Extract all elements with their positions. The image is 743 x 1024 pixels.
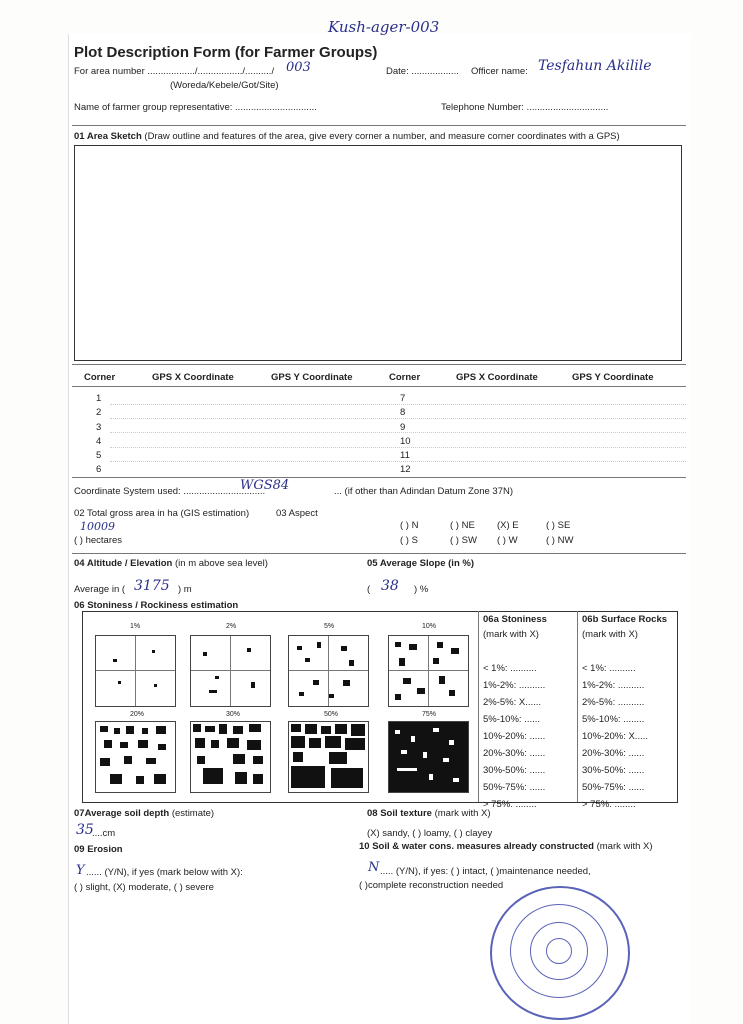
surface-rocks-option[interactable]: < 1%: .......... bbox=[582, 663, 636, 674]
column-divider bbox=[577, 611, 578, 802]
stoniness-diagram-1pct bbox=[95, 635, 176, 707]
stoniness-option[interactable]: 5%-10%: ...... bbox=[483, 714, 541, 725]
stoniness-option[interactable]: 20%-30%: ...... bbox=[483, 748, 546, 759]
altitude-unit: ) m bbox=[178, 584, 192, 595]
telephone-label: Telephone Number: ............................... bbox=[441, 102, 609, 113]
aspect-se[interactable]: ( ) SE bbox=[546, 520, 571, 531]
surface-rocks-option[interactable]: 50%-75%: ...... bbox=[582, 782, 645, 793]
official-stamp bbox=[490, 886, 630, 1020]
section-10-label: 10 Soil & water cons. measures already constructed bbox=[359, 841, 594, 852]
stoniness-option[interactable]: 2%-5%: X...... bbox=[483, 697, 542, 708]
conservation-yn-value: N bbox=[368, 860, 380, 875]
soil-depth-unit: ....cm bbox=[92, 828, 116, 839]
officer-label: Officer name: bbox=[471, 66, 528, 77]
stoniness-option[interactable]: 30%-50%: ...... bbox=[483, 765, 546, 776]
stone-label: 50% bbox=[324, 711, 339, 718]
stoniness-diagram-5pct bbox=[288, 635, 369, 707]
aspect-nw[interactable]: ( ) NW bbox=[546, 535, 574, 546]
stoniness-options bbox=[483, 660, 545, 813]
corner-number: 8 bbox=[400, 407, 406, 419]
conservation-yn-label: ..... (Y/N), if yes: ( ) intact, ( )maintenance needed, bbox=[380, 866, 591, 877]
officer-name-value: Tesfahun Akilile bbox=[538, 58, 652, 74]
section-09-label: 09 Erosion bbox=[74, 844, 123, 855]
stone-label: 20% bbox=[130, 711, 145, 718]
section-08-label: 08 Soil texture bbox=[367, 808, 432, 819]
stoniness-option[interactable]: 50%-75%: ...... bbox=[483, 782, 546, 793]
surface-rocks-option[interactable]: 20%-30%: ...... bbox=[582, 748, 645, 759]
area-number-sub: (Woreda/Kebele/Got/Site) bbox=[170, 80, 279, 91]
stoniness-diagram-30pct bbox=[190, 721, 271, 793]
stone-label: 30% bbox=[226, 711, 241, 718]
stone-label: 10% bbox=[422, 623, 437, 630]
slope-value: 38 bbox=[381, 578, 399, 594]
section-10-desc: (mark with X) bbox=[596, 841, 653, 852]
surface-rocks-option[interactable]: 30%-50%: ...... bbox=[582, 765, 645, 776]
section-08-desc: (mark with X) bbox=[434, 808, 491, 819]
corner-number: 2 bbox=[96, 407, 102, 419]
corner-number: 12 bbox=[400, 464, 411, 476]
section-05-label: 05 Average Slope (in %) bbox=[367, 558, 474, 569]
soil-depth-value: 35 bbox=[76, 822, 94, 838]
corner-number: 5 bbox=[96, 450, 102, 462]
header-gps-x-right: GPS X Coordinate bbox=[456, 372, 538, 383]
surface-rocks-option[interactable]: > 75%: ........ bbox=[582, 799, 636, 810]
aspect-n[interactable]: ( ) N bbox=[400, 520, 419, 531]
divider bbox=[72, 125, 686, 126]
section-01-heading bbox=[74, 131, 620, 142]
coordinate-system-value: WGS84 bbox=[240, 478, 290, 493]
corners-left-column bbox=[96, 392, 101, 478]
aspect-e[interactable]: (X) E bbox=[497, 520, 519, 531]
erosion-yn-value: Y bbox=[76, 863, 85, 878]
section-07-label: 07Average soil depth bbox=[74, 808, 170, 819]
hectares-label: ( ) hectares bbox=[74, 535, 123, 546]
form-title: Plot Description Form (for Farmer Groups) bbox=[74, 44, 378, 61]
stoniness-option[interactable]: > 75%: ........ bbox=[483, 799, 537, 810]
section-02-label: 02 Total gross area in ha (GIS estimation) bbox=[74, 508, 250, 519]
corner-number: 11 bbox=[400, 450, 410, 462]
surface-rocks-option[interactable]: 1%-2%: .......... bbox=[582, 680, 645, 691]
stoniness-title: 06a Stoniness bbox=[483, 614, 547, 625]
column-divider bbox=[478, 611, 479, 802]
aspect-ne[interactable]: ( ) NE bbox=[450, 520, 475, 531]
stone-label: 75% bbox=[422, 711, 437, 718]
surface-rocks-option[interactable]: 10%-20%: X..... bbox=[582, 731, 649, 742]
aspect-w[interactable]: ( ) W bbox=[497, 535, 518, 546]
section-10-heading bbox=[359, 841, 653, 852]
stoniness-option[interactable]: < 1%: .......... bbox=[483, 663, 537, 674]
corner-number: 1 bbox=[96, 393, 102, 404]
area-number-label: For area number ................../................./........../ bbox=[74, 66, 275, 77]
header-corner-left: Corner bbox=[84, 372, 116, 383]
slope-open-paren: ( bbox=[367, 584, 371, 595]
erosion-level-options[interactable]: ( ) slight, (X) moderate, ( ) severe bbox=[74, 882, 214, 893]
stoniness-diagram-75pct bbox=[388, 721, 469, 793]
section-08-heading bbox=[367, 808, 491, 819]
divider bbox=[72, 477, 686, 478]
corner-number: 9 bbox=[400, 421, 406, 433]
header-gps-y-right: GPS Y Coordinate bbox=[572, 372, 654, 383]
representative-label: Name of farmer group representative: ............................... bbox=[74, 102, 317, 113]
conservation-complete-option[interactable]: ( )complete reconstruction needed bbox=[359, 880, 504, 891]
area-number-value: 003 bbox=[286, 60, 311, 75]
section-01-desc: (Draw outline and features of the area, give every corner a number, and measure corner coordinates with a GPS) bbox=[144, 131, 620, 142]
section-04-desc: (in m above sea level) bbox=[175, 558, 268, 569]
slope-unit: ) % bbox=[414, 584, 429, 595]
date-label: Date: .................. bbox=[386, 66, 459, 77]
surface-rocks-option[interactable]: 2%-5%: .......... bbox=[582, 697, 645, 708]
row-line bbox=[110, 404, 686, 405]
row-line bbox=[110, 418, 686, 419]
row-line bbox=[110, 447, 686, 448]
divider bbox=[72, 553, 686, 554]
soil-texture-options[interactable]: (X) sandy, ( ) loamy, ( ) clayey bbox=[367, 828, 493, 839]
stoniness-option[interactable]: 10%-20%: ...... bbox=[483, 731, 546, 742]
stone-label: 2% bbox=[226, 623, 237, 630]
divider bbox=[72, 386, 686, 387]
surface-rocks-option[interactable]: 5%-10%: ........ bbox=[582, 714, 645, 725]
section-04-heading bbox=[74, 558, 268, 569]
section-03-label: 03 Aspect bbox=[276, 508, 318, 519]
row-line bbox=[110, 461, 686, 462]
header-gps-y-left: GPS Y Coordinate bbox=[271, 372, 353, 383]
stone-label: 5% bbox=[324, 623, 335, 630]
section-07-desc: (estimate) bbox=[171, 808, 215, 819]
erosion-yn-label: ...... (Y/N), if yes (mark below with X): bbox=[86, 867, 243, 878]
handwritten-plot-id: Kush-ager-003 bbox=[328, 18, 440, 36]
row-line bbox=[110, 432, 686, 433]
corner-number: 7 bbox=[400, 393, 406, 404]
stoniness-diagram-10pct bbox=[388, 635, 469, 707]
stoniness-diagram-50pct bbox=[288, 721, 369, 793]
section-06-label: 06 Stoniness / Rockiness estimation bbox=[74, 600, 239, 611]
corner-number: 10 bbox=[400, 435, 411, 447]
stoniness-diagram-2pct bbox=[190, 635, 271, 707]
stone-label: 1% bbox=[130, 623, 141, 630]
surface-rocks-title: 06b Surface Rocks bbox=[582, 614, 668, 625]
altitude-value: 3175 bbox=[134, 578, 170, 594]
aspect-sw[interactable]: ( ) SW bbox=[450, 535, 477, 546]
average-in-label: Average in ( bbox=[74, 584, 126, 595]
section-04-label: 04 Altitude / Elevation bbox=[74, 558, 173, 569]
header-gps-x-left: GPS X Coordinate bbox=[152, 372, 234, 383]
aspect-s[interactable]: ( ) S bbox=[400, 535, 418, 546]
divider bbox=[72, 364, 686, 365]
stoniness-option[interactable]: 1%-2%: .......... bbox=[483, 680, 546, 691]
stoniness-mark-hint: (mark with X) bbox=[483, 629, 539, 640]
header-corner-right: Corner bbox=[389, 372, 421, 383]
section-07-heading bbox=[74, 808, 214, 819]
coordinate-system-label: Coordinate System used: ............................... bbox=[74, 486, 266, 497]
corner-number: 6 bbox=[96, 464, 102, 476]
corner-number: 4 bbox=[96, 435, 102, 447]
surface-rocks-mark-hint: (mark with X) bbox=[582, 629, 638, 640]
gross-area-value: 10009 bbox=[80, 520, 115, 533]
corner-number: 3 bbox=[96, 421, 102, 433]
coordinate-system-note: ... (if other than Adindan Datum Zone 37N) bbox=[334, 486, 514, 497]
surface-rocks-options bbox=[582, 660, 648, 813]
section-01-label: 01 Area Sketch bbox=[74, 131, 142, 142]
area-sketch-box[interactable] bbox=[74, 145, 682, 361]
stoniness-diagram-20pct bbox=[95, 721, 176, 793]
